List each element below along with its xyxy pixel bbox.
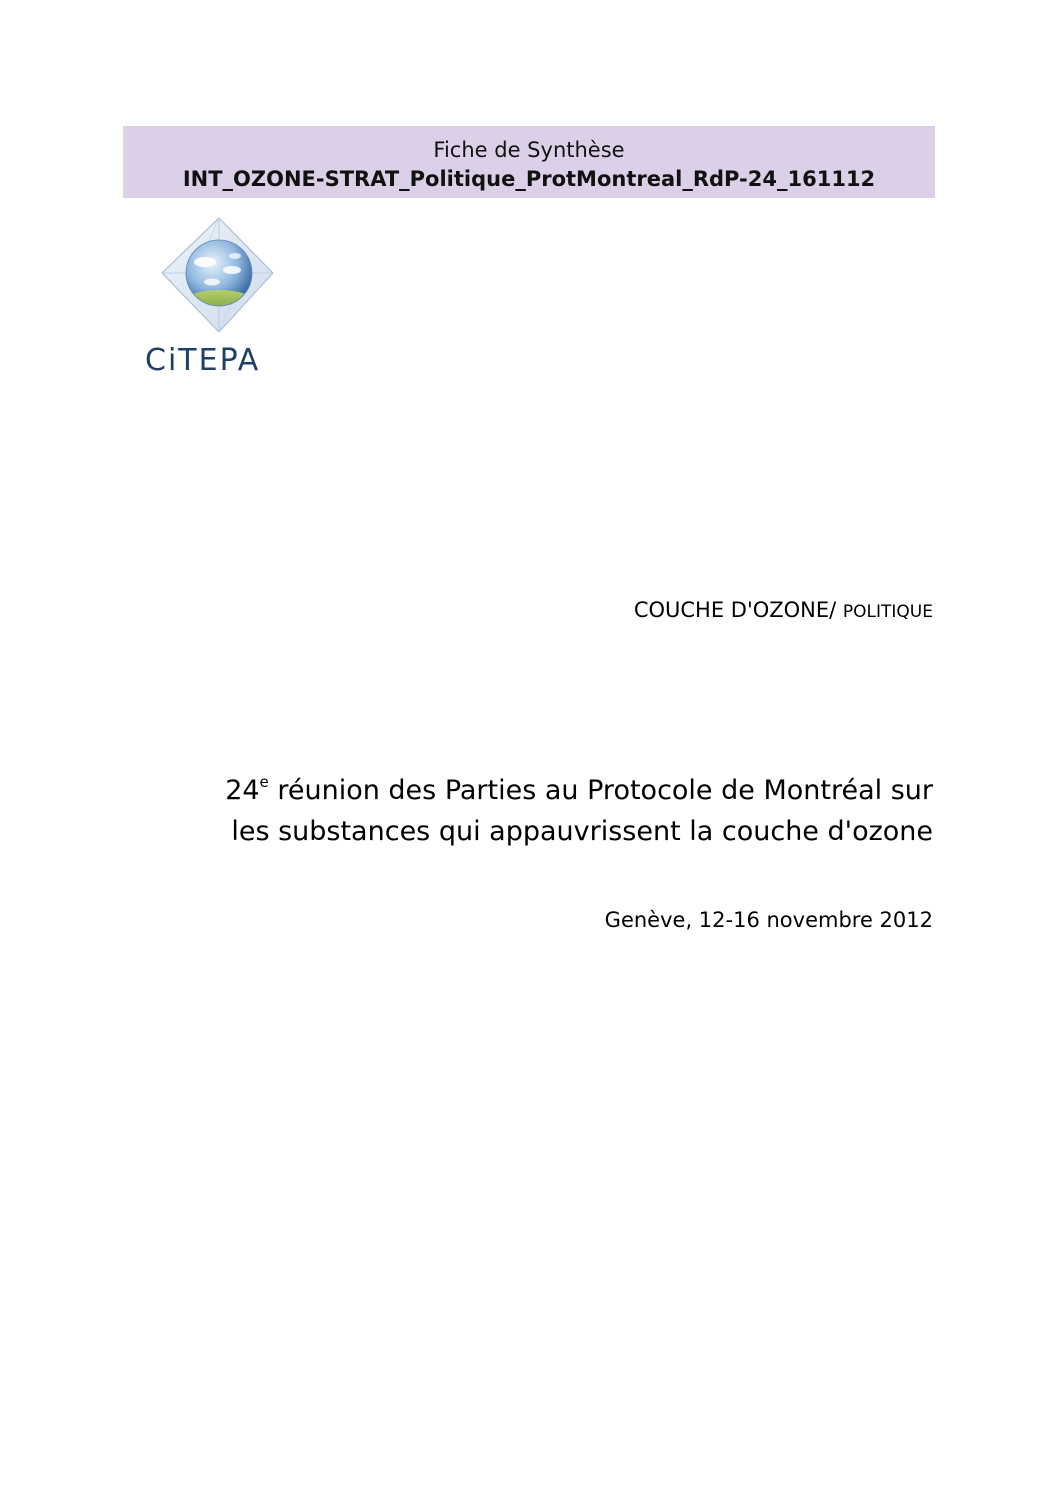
title-line-2: les substances qui appauvrissent la couche d'ozone <box>231 816 933 847</box>
document-reference-code: INT_OZONE-STRAT_Politique_ProtMontreal_RdP-24_161112 <box>182 167 876 191</box>
category-main: COUCHE D'OZONE/ <box>633 598 837 622</box>
title-number: 24 <box>225 775 260 806</box>
title-superscript: e <box>259 773 269 791</box>
meeting-location-date: Genève, 12-16 novembre 2012 <box>604 908 933 932</box>
document-header-banner <box>123 126 935 198</box>
citepa-logo-text: CiTEPA <box>145 343 261 378</box>
citepa-logo-graphic <box>140 210 300 385</box>
document-type-label: Fiche de Synthèse <box>433 138 625 162</box>
document-category <box>634 595 933 627</box>
title-line-1 <box>113 770 933 811</box>
category-sub: POLITIQUE <box>842 602 933 622</box>
citepa-logo <box>140 210 300 385</box>
title-line-1-rest: réunion des Parties au Protocole de Montréal sur <box>268 775 933 806</box>
document-title <box>113 770 933 852</box>
